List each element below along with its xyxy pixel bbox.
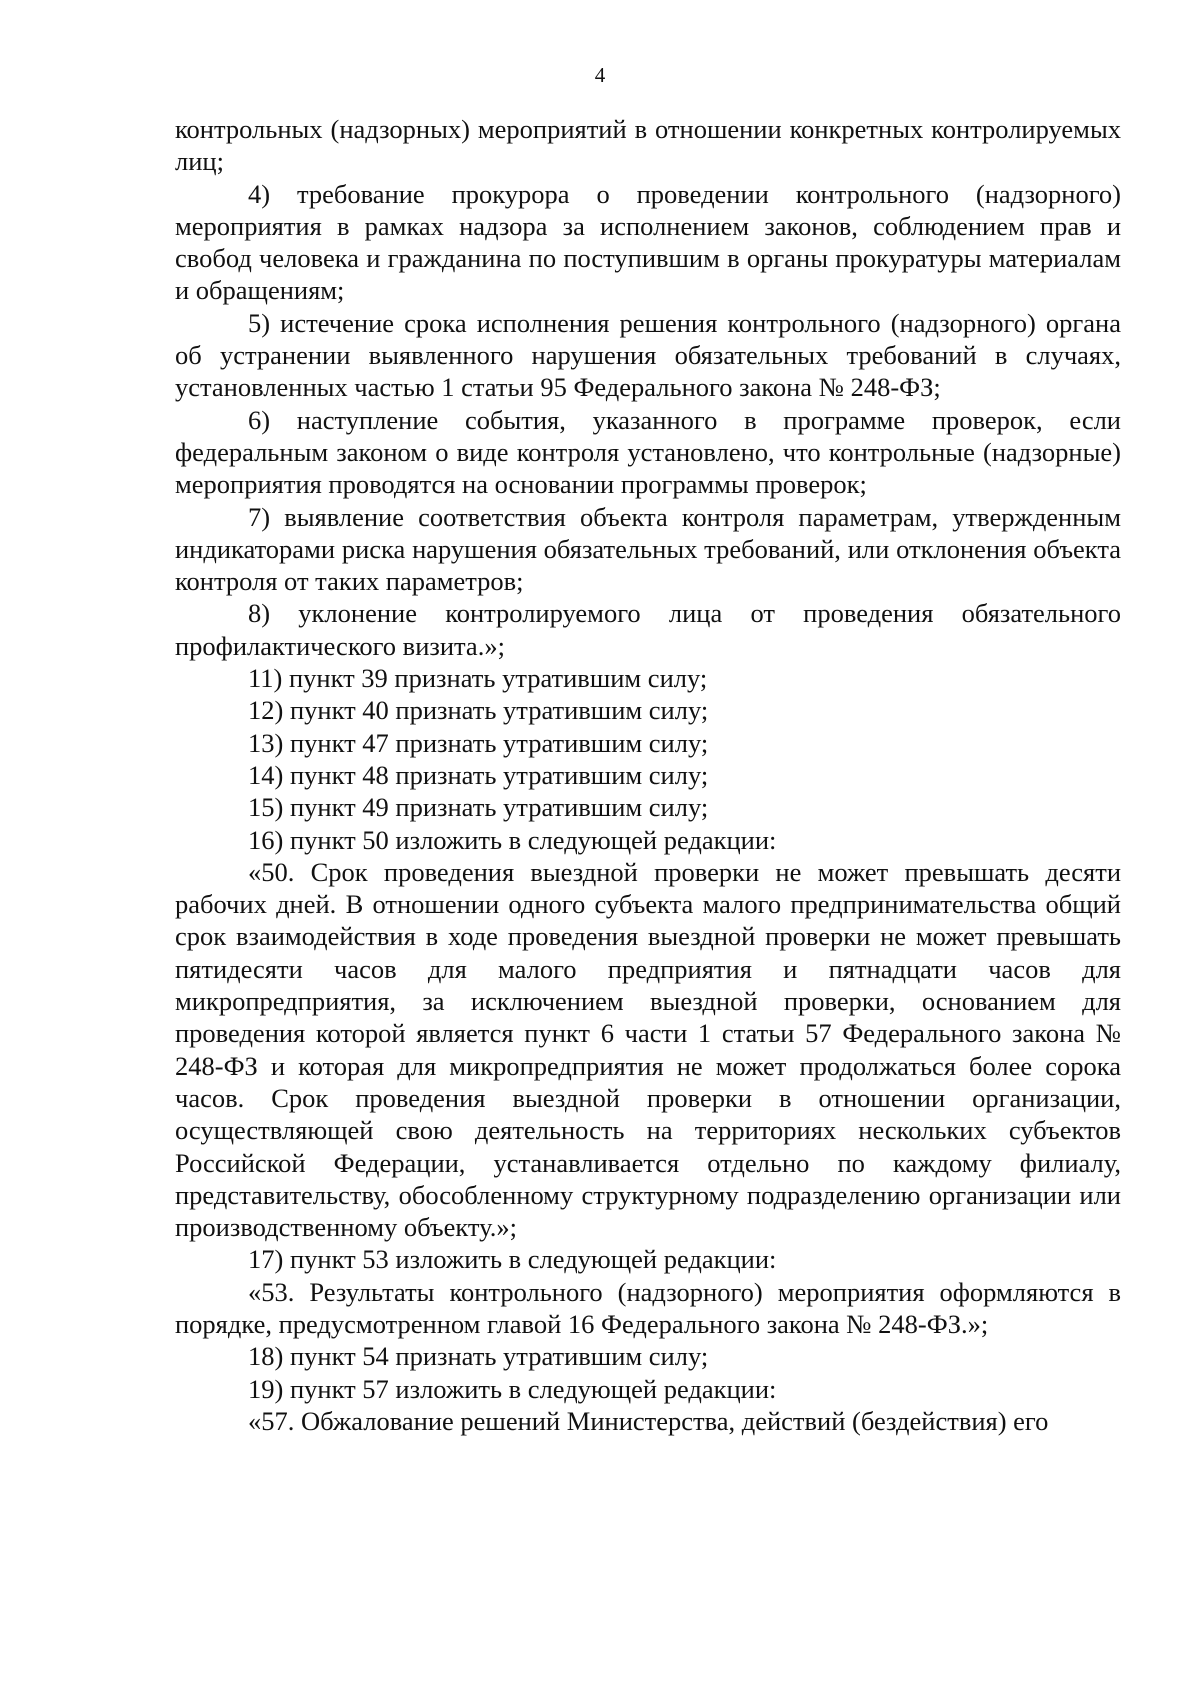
paragraph-item-12: 12) пункт 40 признать утратившим силу; [248,695,709,726]
paragraph-item-15: 15) пункт 49 признать утратившим силу; [248,792,709,823]
paragraph-item-8: 8) уклонение контролируемого лица от проведения обязательного профилактического визита.»; [175,598,1121,661]
document-body [175,113,1121,1437]
paragraph-item-17: 17) пункт 53 изложить в следующей редакции: [248,1244,777,1275]
paragraph-clause-53: «53. Результаты контрольного (надзорного) мероприятия оформляются в порядке, предусмотренном главой 16 Федерального закона № 248-ФЗ.»; [175,1276,1121,1339]
paragraph-item-16: 16) пункт 50 изложить в следующей редакции: [248,824,777,855]
paragraph-item-4: 4) требование прокурора о проведении контрольного (надзорного) мероприятия в рамках надзора за исполнением законов, соблюдением прав и свобод человека и гражданина по поступившим в органы прокуратуры материалам и обращениям; [175,178,1121,306]
page-number: 4 [594,63,606,87]
paragraph-item-19: 19) пункт 57 изложить в следующей редакции: [248,1373,777,1404]
paragraph-item-14: 14) пункт 48 признать утратившим силу; [248,759,709,790]
paragraph-item-13: 13) пункт 47 признать утратившим силу; [248,727,709,758]
paragraph-item-18: 18) пункт 54 признать утратившим силу; [248,1341,709,1372]
paragraph-item-7: 7) выявление соответствия объекта контроля параметрам, утвержденным индикаторами риска нарушения обязательных требований, или отклонения объекта контроля от таких параметров; [175,501,1121,597]
paragraph-item-5: 5) истечение срока исполнения решения контрольного (надзорного) органа об устранении выявленного нарушения обязательных требований в случаях, установленных частью 1 статьи 95 Федерального закона № 248-ФЗ; [175,307,1121,403]
paragraph-clause-57: «57. Обжалование решений Министерства, действий (бездействия) его [248,1405,1049,1436]
paragraph-clause-50: «50. Срок проведения выездной проверки не может превышать десяти рабочих дней. В отношении одного субъекта малого предпринимательства общий срок взаимодействия в ходе проведения выездной проверки не может превышать пятидесяти часов для малого предприятия и пятнадцати часов для микропредприятия, за исключением выездной проверки, основанием для проведения которой является пункт 6 части 1 статьи 57 Федерального закона № 248-ФЗ и которая для микропредприятия не может продолжаться более сорока часов. Срок проведения выездной проверки в отношении организации, осуществляющей свою деятельность на территориях нескольких субъектов Российской Федерации, устанавливается отдельно по каждому филиалу, представительству, обособленному структурному подразделению организации или производственному объекту.»; [175,856,1121,1243]
paragraph-continuation: контрольных (надзорных) мероприятий в отношении конкретных контролируемых лиц; [175,114,1121,177]
paragraph-item-6: 6) наступление события, указанного в программе проверок, если федеральным законом о виде контроля установлено, что контрольные (надзорные) мероприятия проводятся на основании программы проверок; [175,404,1121,500]
paragraph-item-11: 11) пункт 39 признать утратившим силу; [248,663,708,694]
